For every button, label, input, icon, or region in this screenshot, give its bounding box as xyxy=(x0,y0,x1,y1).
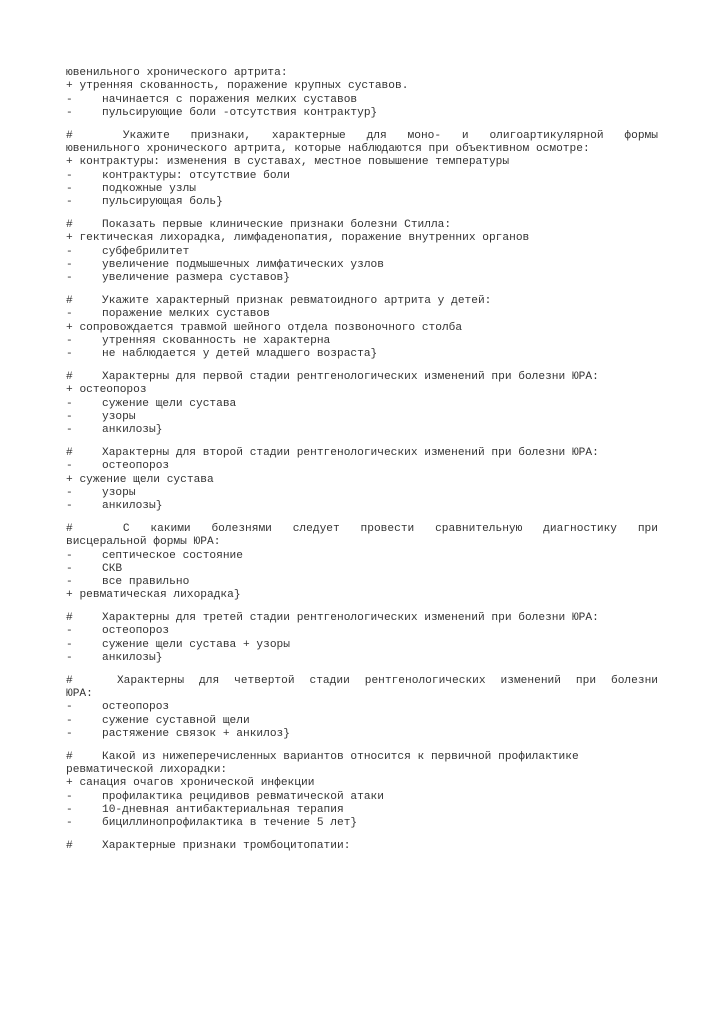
line-text: Укажите признаки, характерные для моно- и олигоартикулярной формы xyxy=(102,129,658,142)
question-block xyxy=(66,219,658,285)
answer-option-line xyxy=(66,487,658,500)
question-marker: # xyxy=(66,370,73,383)
line-text: профилактика рецидивов ревматической атаки xyxy=(102,790,384,803)
answer-marker: - xyxy=(66,500,73,513)
correct-answer-line xyxy=(66,322,658,335)
answer-marker: - xyxy=(66,562,73,575)
answer-marker: + xyxy=(66,156,73,169)
answer-option-line xyxy=(66,817,658,830)
line-text: бициллинопрофилактика в течение 5 лет} xyxy=(102,817,358,830)
answer-marker: - xyxy=(66,804,73,817)
answer-option-line xyxy=(66,791,658,804)
answer-marker: - xyxy=(66,334,73,347)
answer-marker: + xyxy=(66,777,73,790)
line-text: ревматической лихорадки: xyxy=(66,764,228,777)
question-block xyxy=(66,295,658,361)
answer-option-line xyxy=(66,576,658,589)
question-marker: # xyxy=(66,294,73,307)
question-block xyxy=(66,840,658,853)
answer-marker: - xyxy=(66,272,73,285)
line-text: не наблюдается у детей младшего возраста} xyxy=(102,348,378,361)
question-marker: # xyxy=(66,840,73,853)
line-text: пульсирующие боли -отсутствия контрактур} xyxy=(102,106,378,119)
answer-marker: - xyxy=(66,460,73,473)
line-text: поражение мелких суставов xyxy=(102,308,270,321)
answer-marker: + xyxy=(66,80,73,93)
answer-marker: - xyxy=(66,549,73,562)
answer-marker: - xyxy=(66,348,73,361)
line-text: узоры xyxy=(102,486,136,499)
answer-marker: - xyxy=(66,424,73,437)
correct-answer-line xyxy=(66,156,658,169)
line-text: сужение щели сустава xyxy=(79,473,214,486)
answer-marker: - xyxy=(66,638,73,651)
text-line xyxy=(66,143,658,156)
line-text: С какими болезнями следует провести сравнительную диагностику при xyxy=(102,522,658,535)
line-text: ювенильного хронического артрита: xyxy=(66,67,288,79)
answer-option-line xyxy=(66,170,658,183)
answer-marker: - xyxy=(66,308,73,321)
question-line xyxy=(66,295,658,308)
answer-marker: - xyxy=(66,106,73,119)
answer-marker: - xyxy=(66,182,73,195)
line-text: висцеральной формы ЮРА: xyxy=(66,536,221,549)
line-text: Характерные признаки тромбоцитопатии: xyxy=(102,840,351,853)
line-text: остеопороз xyxy=(102,460,170,473)
question-marker: # xyxy=(66,612,73,625)
line-text: Укажите характерный признак ревматоидного артрита у детей: xyxy=(102,294,492,307)
line-text: ювенильного хронического артрита, которые наблюдаются при объективном осмотре: xyxy=(66,142,590,155)
answer-option-line xyxy=(66,701,658,714)
answer-marker: - xyxy=(66,196,73,209)
answer-option-line xyxy=(66,728,658,741)
line-text: санация очагов хронической инфекции xyxy=(79,777,315,790)
answer-option-line xyxy=(66,398,658,411)
question-block xyxy=(66,751,658,831)
question-marker: # xyxy=(66,674,73,687)
question-marker: # xyxy=(66,446,73,459)
question-marker: # xyxy=(66,522,73,535)
question-block xyxy=(66,447,658,513)
line-text: пульсирующая боль} xyxy=(102,196,223,209)
answer-option-line xyxy=(66,107,658,120)
answer-option-line xyxy=(66,639,658,652)
question-line xyxy=(66,751,658,764)
line-text: ревматическая лихорадка} xyxy=(79,589,241,602)
answer-option-line xyxy=(66,259,658,272)
line-text: анкилозы} xyxy=(102,500,163,513)
line-text: утренняя скованность не характерна xyxy=(102,334,331,347)
answer-marker: - xyxy=(66,790,73,803)
line-text: сужение щели сустава + узоры xyxy=(102,638,290,651)
answer-option-line xyxy=(66,563,658,576)
line-text: Показать первые клинические признаки болезни Стилла: xyxy=(102,218,452,231)
line-text: сужение суставной щели xyxy=(102,714,250,727)
correct-answer-line xyxy=(66,80,658,93)
line-text: контрактуры: изменения в суставах, местное повышение температуры xyxy=(79,156,510,169)
answer-option-line xyxy=(66,715,658,728)
question-line xyxy=(66,219,658,232)
line-text: ЮРА: xyxy=(66,688,93,701)
question-marker: # xyxy=(66,750,73,763)
line-text: остеопороз xyxy=(79,384,147,397)
line-text: растяжение связок + анкилоз} xyxy=(102,728,290,741)
answer-marker: - xyxy=(66,410,73,423)
answer-marker: - xyxy=(66,652,73,665)
line-text: подкожные узлы xyxy=(102,182,196,195)
answer-marker: + xyxy=(66,473,73,486)
question-line xyxy=(66,840,658,853)
line-text: септическое состояние xyxy=(102,549,243,562)
correct-answer-line xyxy=(66,589,658,602)
answer-marker: - xyxy=(66,817,73,830)
answer-marker: + xyxy=(66,321,73,334)
line-text: 10-дневная антибактериальная терапия xyxy=(102,804,344,817)
question-list xyxy=(66,67,658,863)
question-line xyxy=(66,523,658,536)
answer-marker: - xyxy=(66,625,73,638)
line-text: начинается с поражения мелких суставов xyxy=(102,93,358,106)
question-line xyxy=(66,447,658,460)
correct-answer-line xyxy=(66,232,658,245)
answer-option-line xyxy=(66,652,658,665)
line-text: увеличение размера суставов} xyxy=(102,272,290,285)
answer-option-line xyxy=(66,183,658,196)
answer-option-line xyxy=(66,625,658,638)
line-text: утренняя скованность, поражение крупных суставов. xyxy=(79,80,409,93)
answer-option-line xyxy=(66,335,658,348)
line-text: анкилозы} xyxy=(102,652,163,665)
line-text: Характерны для третей стадии рентгенологических изменений при болезни ЮРА: xyxy=(102,612,599,625)
answer-marker: - xyxy=(66,728,73,741)
answer-option-line xyxy=(66,196,658,209)
answer-option-line xyxy=(66,246,658,259)
answer-marker: - xyxy=(66,397,73,410)
text-line xyxy=(66,764,658,777)
question-block xyxy=(66,67,658,120)
correct-answer-line xyxy=(66,777,658,790)
answer-option-line xyxy=(66,550,658,563)
answer-marker: - xyxy=(66,701,73,714)
correct-answer-line xyxy=(66,384,658,397)
line-text: субфебрилитет xyxy=(102,245,190,258)
question-line xyxy=(66,612,658,625)
question-block xyxy=(66,371,658,437)
line-text: гектическая лихорадка, лимфаденопатия, поражение внутренних органов xyxy=(79,232,530,245)
answer-marker: - xyxy=(66,714,73,727)
line-text: контрактуры: отсутствие боли xyxy=(102,169,290,182)
line-text: сужение щели сустава xyxy=(102,397,237,410)
correct-answer-line xyxy=(66,474,658,487)
question-block xyxy=(66,675,658,741)
text-line xyxy=(66,536,658,549)
line-text: сопровождается травмой шейного отдела позвоночного столба xyxy=(79,321,463,334)
question-block xyxy=(66,612,658,665)
line-text: Характерны для четвертой стадии рентгенологических изменений при болезни xyxy=(102,674,658,687)
question-marker: # xyxy=(66,129,73,142)
question-line xyxy=(66,130,658,143)
question-line xyxy=(66,371,658,384)
answer-marker: - xyxy=(66,486,73,499)
line-text: увеличение подмышечных лимфатических узлов xyxy=(102,258,384,271)
line-text: анкилозы} xyxy=(102,424,163,437)
answer-marker: - xyxy=(66,169,73,182)
line-text: узоры xyxy=(102,410,136,423)
answer-option-line xyxy=(66,424,658,437)
line-text: Какой из нижеперечисленных вариантов относится к первичной профилактике xyxy=(102,750,579,763)
line-text: Характерны для первой стадии рентгенологических изменений при болезни ЮРА: xyxy=(102,370,599,383)
answer-marker: - xyxy=(66,258,73,271)
question-line xyxy=(66,675,658,688)
line-text: Характерны для второй стадии рентгенологических изменений при болезни ЮРА: xyxy=(102,446,599,459)
answer-marker: + xyxy=(66,384,73,397)
answer-marker: - xyxy=(66,576,73,589)
line-text: все правильно xyxy=(102,576,190,589)
answer-marker: + xyxy=(66,232,73,245)
question-block xyxy=(66,523,658,603)
answer-option-line xyxy=(66,460,658,473)
answer-option-line xyxy=(66,500,658,513)
question-block xyxy=(66,130,658,210)
text-line xyxy=(66,67,658,80)
answer-option-line xyxy=(66,348,658,361)
answer-option-line xyxy=(66,804,658,817)
answer-option-line xyxy=(66,94,658,107)
text-line xyxy=(66,688,658,701)
answer-marker: + xyxy=(66,589,73,602)
answer-marker: - xyxy=(66,93,73,106)
answer-option-line xyxy=(66,272,658,285)
line-text: СКВ xyxy=(102,562,123,575)
answer-option-line xyxy=(66,308,658,321)
line-text: остеопороз xyxy=(102,625,170,638)
line-text: остеопороз xyxy=(102,701,170,714)
question-marker: # xyxy=(66,218,73,231)
answer-option-line xyxy=(66,411,658,424)
answer-marker: - xyxy=(66,245,73,258)
